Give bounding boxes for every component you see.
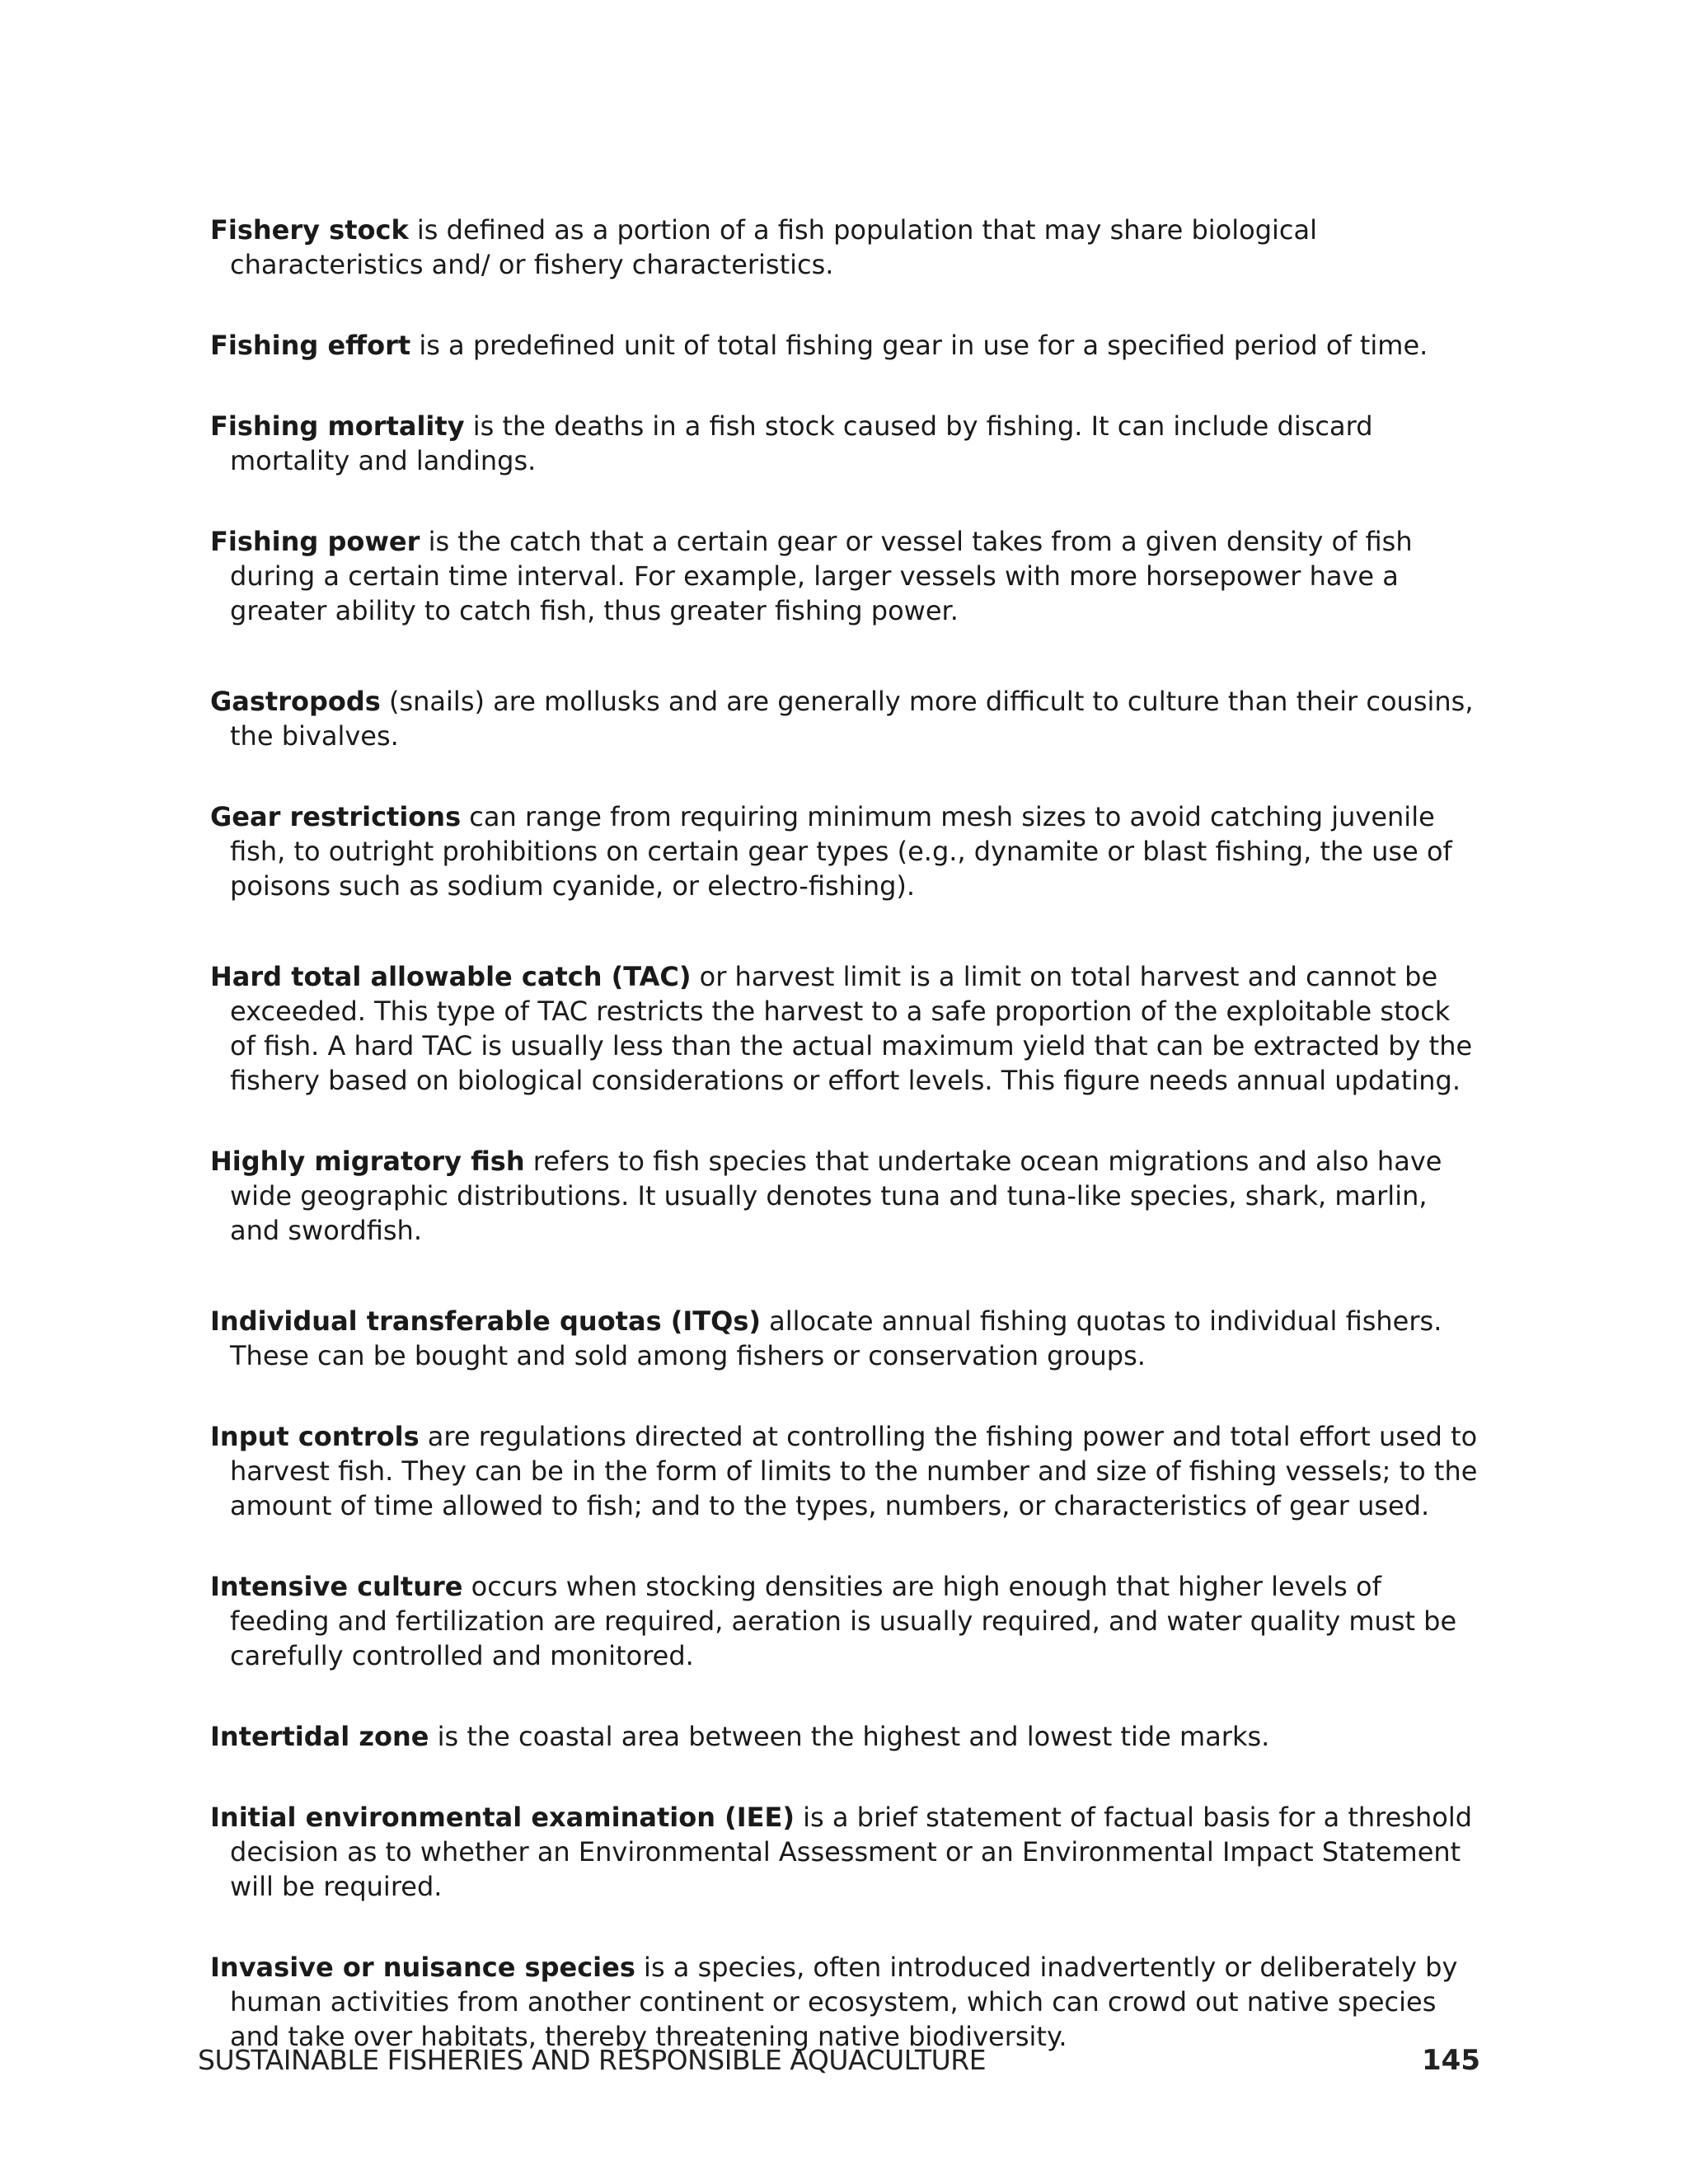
glossary-definition: is the deaths in a fish stock caused by fishing. It can include discard mortality and landings. bbox=[230, 410, 1373, 476]
glossary-term: Individual transferable quotas (ITQs) bbox=[210, 1305, 761, 1337]
glossary-term: Gastropods bbox=[210, 686, 381, 717]
glossary-entry-intensive-culture bbox=[210, 1569, 1479, 1673]
glossary-entry-hard-tac bbox=[210, 959, 1479, 1098]
glossary-definition: is defined as a portion of a fish population that may share biological characteristics and/ or fishery characteristics. bbox=[230, 214, 1317, 280]
footer-title: SUSTAINABLE FISHERIES AND RESPONSIBLE AQUACULTURE bbox=[198, 2044, 987, 2076]
glossary-list bbox=[210, 213, 1479, 2054]
glossary-term: Input controls bbox=[210, 1421, 420, 1452]
glossary-entry-highly-migratory-fish bbox=[210, 1144, 1479, 1248]
glossary-entry-invasive-species bbox=[210, 1950, 1479, 2054]
glossary-term: Initial environmental examination (IEE) bbox=[210, 1802, 795, 1833]
glossary-entry-iee bbox=[210, 1800, 1479, 1904]
glossary-entry-gear-restrictions bbox=[210, 799, 1479, 903]
glossary-term: Fishing power bbox=[210, 526, 420, 557]
glossary-definition: are regulations directed at controlling the fishing power and total effort used to harvest fish. They can be in the form of limits to the number and size of fishing vessels; to the amount of time allowed to fish; and to the types, numbers, or characteristics of gear used. bbox=[230, 1421, 1478, 1521]
glossary-entry-intertidal-zone bbox=[210, 1719, 1479, 1754]
glossary-definition: (snails) are mollusks and are generally more difficult to culture than their cousins, the bivalves. bbox=[230, 686, 1474, 752]
glossary-definition: is the coastal area between the highest and lowest tide marks. bbox=[429, 1721, 1270, 1752]
glossary-definition: occurs when stocking densities are high enough that higher levels of feeding and fertilization are required, aeration is usually required, and water quality must be carefully controlled and monitored. bbox=[230, 1571, 1457, 1671]
glossary-term: Fishing mortality bbox=[210, 410, 465, 442]
glossary-definition: is the catch that a certain gear or vessel takes from a given density of fish during a certain time interval. For example, larger vessels with more horsepower have a greater ability to catch fish, thus greater fishing power. bbox=[230, 526, 1413, 626]
glossary-term: Fishery stock bbox=[210, 214, 409, 246]
glossary-entry-fishing-power bbox=[210, 524, 1479, 628]
glossary-term: Gear restrictions bbox=[210, 801, 462, 832]
page-number: 145 bbox=[1422, 2044, 1480, 2077]
glossary-definition: can range from requiring minimum mesh sizes to avoid catching juvenile fish, to outright prohibitions on certain gear types (e.g., dynamite or blast fishing, the use of poisons such as sodium cyanide, or electro-fishing). bbox=[230, 801, 1452, 902]
glossary-definition: allocate annual fishing quotas to individual fishers. These can be bought and sold among fishers or conservation groups. bbox=[230, 1305, 1442, 1371]
glossary-term: Intensive culture bbox=[210, 1571, 463, 1602]
glossary-term: Fishing effort bbox=[210, 330, 411, 361]
glossary-definition: is a predefined unit of total fishing gear in use for a specified period of time. bbox=[410, 330, 1428, 361]
glossary-entry-fishing-mortality bbox=[210, 409, 1479, 478]
glossary-term: Intertidal zone bbox=[210, 1721, 429, 1752]
glossary-term: Hard total allowable catch (TAC) bbox=[210, 961, 692, 992]
glossary-entry-input-controls bbox=[210, 1419, 1479, 1523]
glossary-term: Highly migratory fish bbox=[210, 1146, 525, 1177]
glossary-entry-fishery-stock bbox=[210, 213, 1479, 282]
glossary-entry-gastropods bbox=[210, 684, 1479, 753]
glossary-entry-itqs bbox=[210, 1304, 1479, 1373]
glossary-definition: refers to fish species that undertake ocean migrations and also have wide geographic distributions. It usually denotes tuna and tuna-like species, shark, marlin, and swordfish. bbox=[230, 1146, 1442, 1246]
glossary-definition: or harvest limit is a limit on total harvest and cannot be exceeded. This type of TAC restricts the harvest to a safe proportion of the exploitable stock of fish. A hard TAC is usually less than the actual maximum yield that can be extracted by the fishery based on biological considerations or effort levels. This figure needs annual updating. bbox=[230, 961, 1473, 1096]
glossary-definition: is a species, often introduced inadvertently or deliberately by human activities from another continent or ecosystem, which can crowd out native species and take over habitats, thereby threatening native biodiversity. bbox=[230, 1952, 1458, 2052]
glossary-term: Invasive or nuisance species bbox=[210, 1952, 635, 1983]
glossary-entry-fishing-effort bbox=[210, 328, 1479, 363]
glossary-definition: is a brief statement of factual basis for a threshold decision as to whether an Environmental Assessment or an Environmental Impact Statement will be required. bbox=[230, 1802, 1473, 1902]
